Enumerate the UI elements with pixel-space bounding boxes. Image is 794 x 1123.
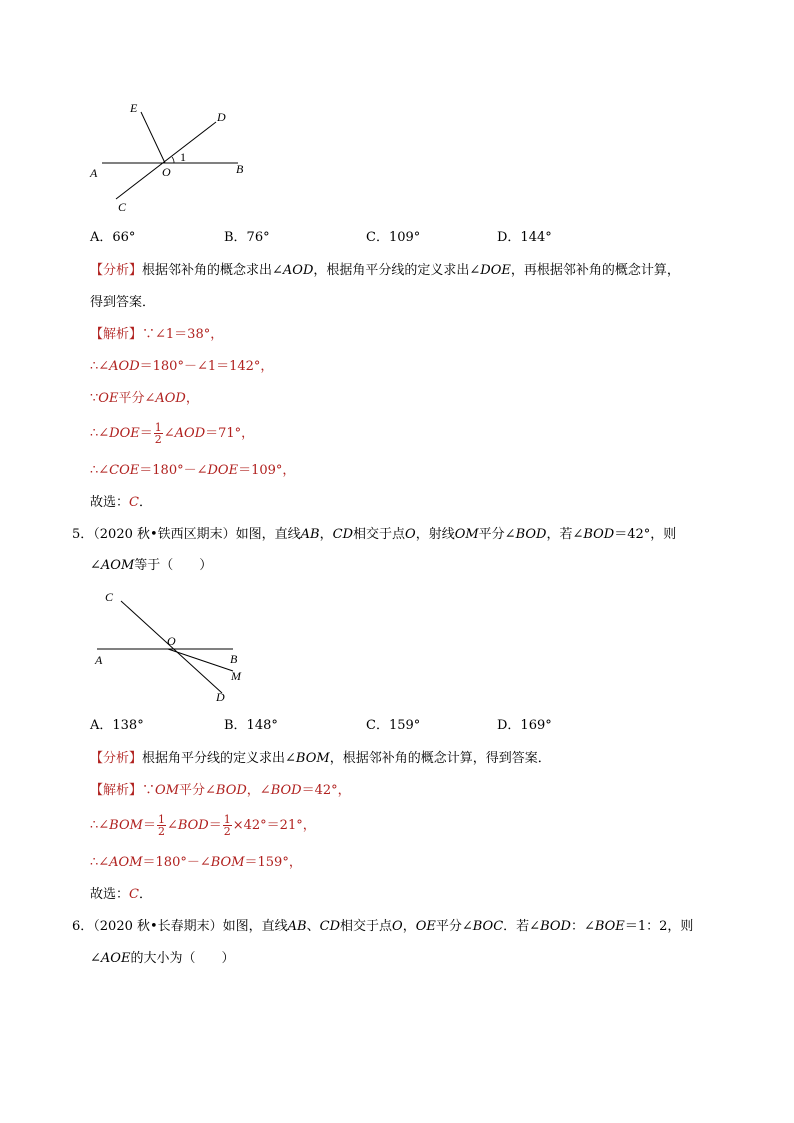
- label-B: B: [230, 652, 238, 666]
- q5-stem-line-1: 5．（2020 秋•铁西区期末）如图，直线AB，CD相交于点O，射线OM平分∠BOD，若∠BOD＝42°，则: [72, 527, 677, 542]
- q5-choice: 故选：C．: [90, 887, 152, 902]
- figure-q5: [85, 585, 255, 710]
- label-C: C: [118, 200, 127, 214]
- q4-solution-line-5: ∴∠COE＝180°－∠DOE＝109°，: [90, 463, 296, 478]
- ray-oe: [141, 112, 165, 163]
- angle-1-arc: [172, 157, 174, 163]
- option-a[interactable]: A．138°: [90, 718, 144, 733]
- q5-solution-line-1: 【解析】∵OM平分∠BOD，∠BOD＝42°，: [90, 783, 351, 798]
- fraction-half: $\frac{1}{2}$: [154, 421, 162, 446]
- label-O: O: [162, 165, 171, 179]
- option-d[interactable]: D．169°: [497, 718, 552, 733]
- q5-analysis-line-1: 【分析】根据角平分线的定义求出∠BOM，根据邻补角的概念计算，得到答案．: [90, 751, 551, 766]
- q5-stem-line-2: ∠AOM等于（ ）: [90, 558, 213, 573]
- option-c[interactable]: C．159°: [366, 718, 421, 733]
- option-b[interactable]: B．148°: [224, 718, 278, 733]
- label-C: C: [105, 590, 114, 604]
- q5-solution-line-2: ∴∠BOM＝ $\frac{1}{2}$ ∠BOD＝ $\frac{1}{2}$ ×42°＝21°，: [90, 813, 316, 838]
- q6-stem-line-2: ∠AOE的大小为（ ）: [90, 951, 235, 966]
- label-E: E: [130, 101, 138, 115]
- label-1: 1: [180, 150, 186, 164]
- option-a[interactable]: A．66°: [90, 230, 136, 245]
- label-D: D: [217, 110, 226, 124]
- q4-solution-line-1: 【解析】∵∠1＝38°，: [90, 327, 224, 342]
- option-b[interactable]: B．76°: [224, 230, 270, 245]
- label-A: A: [90, 166, 98, 180]
- label-A: A: [95, 653, 103, 667]
- q4-analysis-line-2: 得到答案．: [90, 295, 156, 310]
- solution-tag: 【解析】: [90, 327, 143, 342]
- label-M: M: [231, 669, 241, 683]
- analysis-tag: 【分析】: [90, 263, 143, 278]
- line-cd: [116, 122, 216, 199]
- label-D: D: [216, 690, 225, 704]
- q4-solution-line-2: ∴∠AOD＝180°－∠1＝142°，: [90, 359, 274, 374]
- label-B: B: [236, 162, 244, 176]
- q4-solution-line-4: ∴∠DOE＝ $\frac{1}{2}$ ∠AOD＝71°，: [90, 421, 255, 446]
- q4-analysis-line-1: 【分析】根据邻补角的概念求出∠AOD，根据角平分线的定义求出∠DOE，再根据邻补角的概念计算，: [90, 263, 680, 278]
- ray-om: [168, 649, 233, 671]
- option-c[interactable]: C．109°: [366, 230, 421, 245]
- q5-solution-line-3: ∴∠AOM＝180°－∠BOM＝159°，: [90, 855, 302, 870]
- label-O: O: [167, 634, 176, 648]
- figure-q4: [80, 95, 270, 220]
- q4-choice: 故选：C．: [90, 495, 152, 510]
- option-d[interactable]: D．144°: [497, 230, 552, 245]
- q6-stem-line-1: 6．（2020 秋•长春期末）如图，直线AB、CD相交于点O，OE平分∠BOC．若∠BOD：∠BOE＝1：2，则: [72, 919, 694, 934]
- q4-solution-line-3: ∵OE平分∠AOD，: [90, 391, 199, 406]
